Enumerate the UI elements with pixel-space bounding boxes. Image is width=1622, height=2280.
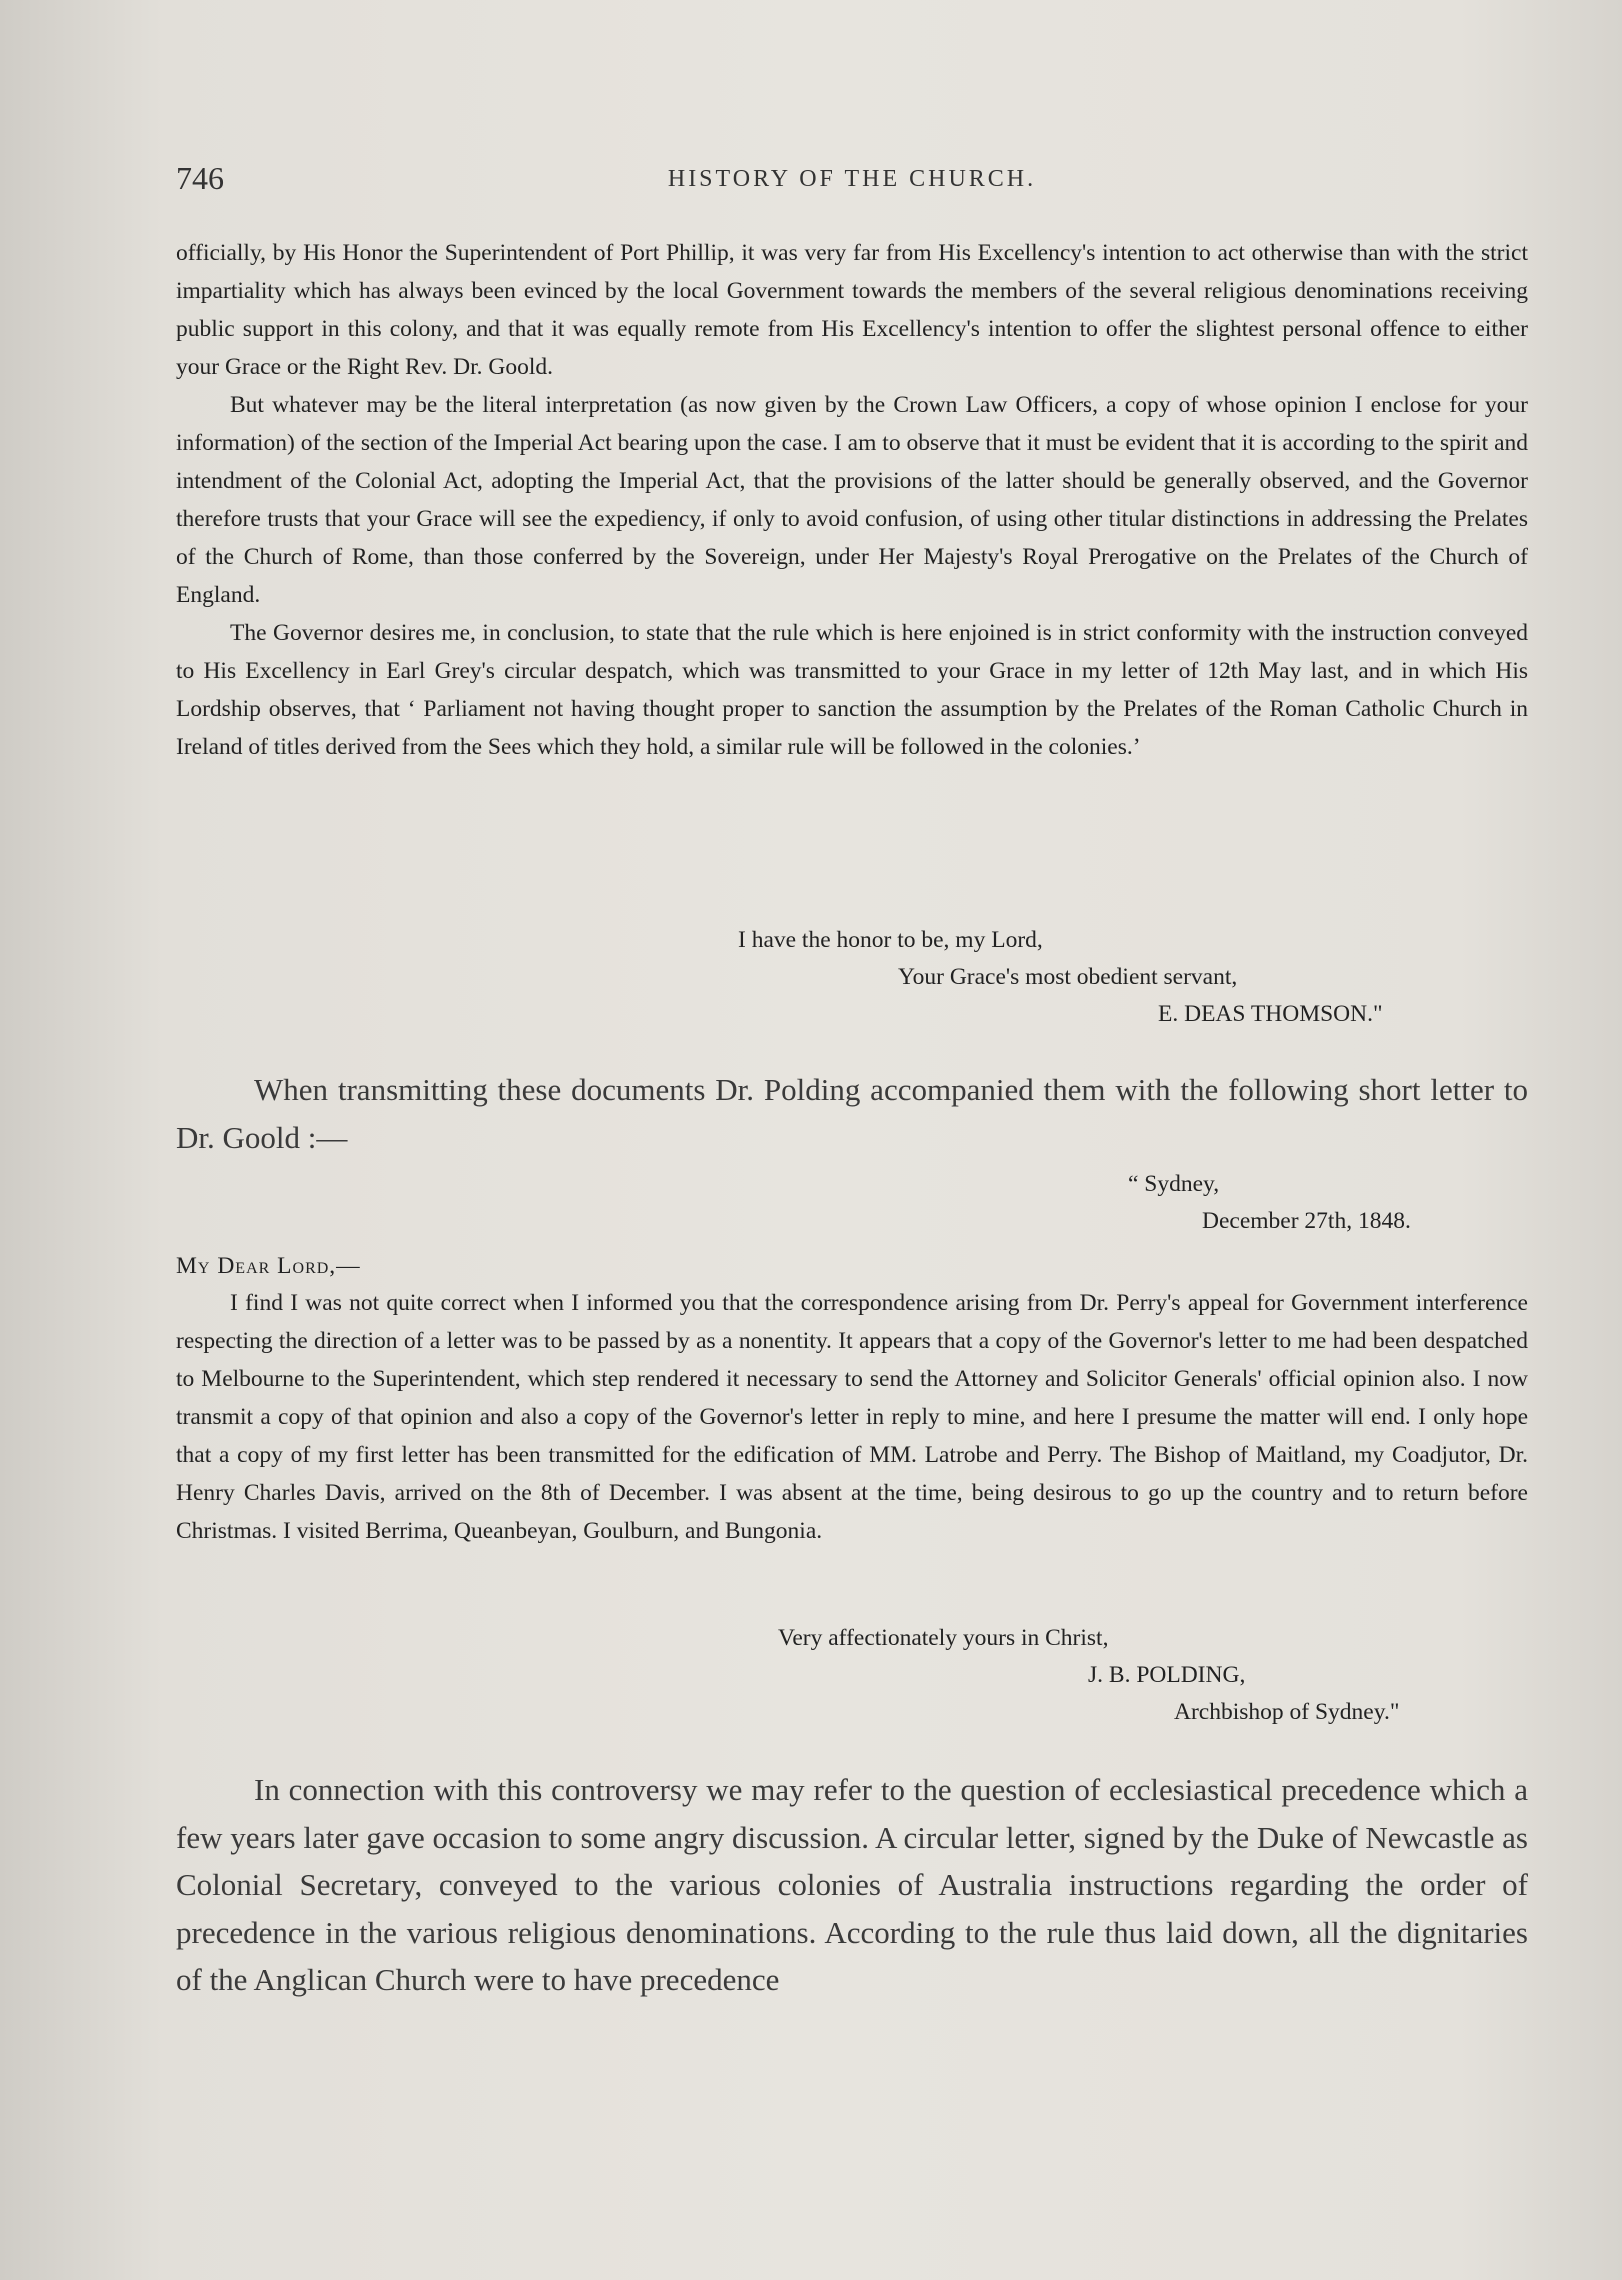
letter2-place: “ Sydney, [1128, 1171, 1220, 1197]
running-title: HISTORY OF THE CHURCH. [667, 166, 1037, 192]
letter2-date: December 27th, 1848. [1202, 1208, 1411, 1234]
narrative-paragraph-1: When transmitting these documents Dr. Polding accompanied them with the following short letter to Dr. Goold :— [176, 1072, 1528, 1155]
letter2-dateline [176, 1166, 1528, 1240]
letter1-closing [176, 922, 1528, 1033]
page-number: 746 [176, 160, 224, 196]
letter1-paragraph-2: But whatever may be the literal interpretation (as now given by the Crown Law Officers, a copy of whose opinion I enclose for your information) of the section of the Imperial Act bearing upon the case. I am to observe that it must be evident that it is according to the spirit and intendment of the Colonial Act, adopting the Imperial Act, that the provisions of the latter should be generally observed, and the Governor therefore trusts that your Grace will see the expediency, if only to avoid confusion, of using other titular distinctions in addressing the Prelates of the Church of Rome, than those conferred by the Sovereign, under Her Majesty's Royal Prerogative on the Prelates of the Church of England. [176, 392, 1528, 608]
letter2-salutation: My Dear Lord,— [176, 1253, 361, 1279]
letter-body-2 [176, 1284, 1528, 1550]
letter1-paragraph-3: The Governor desires me, in conclusion, to state that the rule which is here enjoined is in strict conformity with the instruction conveyed to His Excellency in Earl Grey's circular despatch, which was transmitted to your Grace in my letter of 12th May last, and in which His Lordship observes, that ‘ Parliament not having thought proper to sanction the assumption by the Prelates of the Roman Catholic Church in Ireland of titles derived from the Sees which they hold, a similar rule will be followed in the colonies.’ [176, 620, 1528, 760]
signature-thomson: E. DEAS THOMSON." [1158, 1001, 1383, 1027]
signature-title: Archbishop of Sydney." [1174, 1699, 1400, 1725]
narrative-paragraph-2: In connection with this controversy we may refer to the question of ecclesiastical precedence which a few years later gave occasion to some angry discussion. A circular letter, signed by the Duke of Newcastle as Colonial Secretary, conveyed to the various colonies of Australia instructions regarding the order of precedence in the various religious denominations. According to the rule thus laid down, all the dignitaries of the Anglican Church were to have precedence [176, 1772, 1528, 1997]
signature-polding: J. B. POLDING, [1088, 1662, 1246, 1688]
closing-line-2: Your Grace's most obedient servant, [898, 964, 1238, 990]
letter2-closing [176, 1620, 1528, 1731]
page-header [176, 160, 1528, 204]
letter-body-1 [176, 234, 1528, 766]
letter2-body: I find I was not quite correct when I informed you that the correspondence arising from Dr. Perry's appeal for Government interference respecting the direction of a letter was to be passed by as a nonentity. It appears that a copy of the Governor's letter to me had been despatched to Melbourne to the Superintendent, which step rendered it necessary to send the Attorney and Solicitor Generals' official opinion also. I now transmit a copy of that opinion and also a copy of the Governor's letter in reply to mine, and here I presume the matter will end. I only hope that a copy of my first letter has been transmitted for the edification of MM. Latrobe and Perry. The Bishop of Maitland, my Coadjutor, Dr. Henry Charles Davis, arrived on the 8th of December. I was absent at the time, being desirous to go up the country and to return before Christmas. I visited Berrima, Queanbeyan, Goulburn, and Bungonia. [176, 1290, 1528, 1544]
letter1-paragraph-1: officially, by His Honor the Superintendent of Port Phillip, it was very far from His Excellency's intention to act otherwise than with the strict impartiality which has always been evinced by the local Government towards the members of the several religious denominations receiving public support in this colony, and that it was equally remote from His Excellency's intention to offer the slightest personal offence to either your Grace or the Right Rev. Dr. Goold. [176, 240, 1528, 380]
closing-line-1: I have the honor to be, my Lord, [738, 927, 1043, 953]
closing-line-affectionately: Very affectionately yours in Christ, [778, 1625, 1109, 1651]
